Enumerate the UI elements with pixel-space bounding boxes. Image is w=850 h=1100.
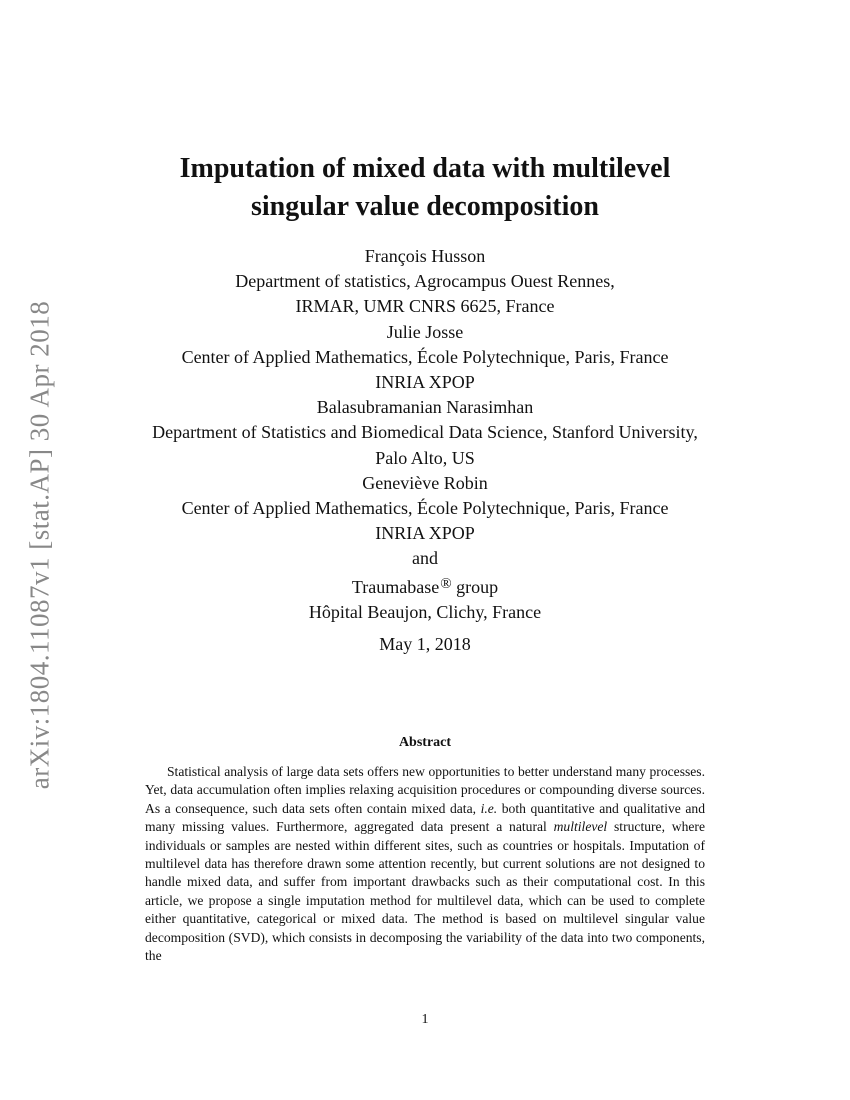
author-affiliation: Department of statistics, Agrocampus Ouest Rennes, (235, 271, 615, 292)
author-affiliation: Palo Alto, US (375, 447, 475, 468)
abstract-emphasis-multilevel: multilevel (553, 819, 608, 835)
author-block (0, 244, 850, 625)
author-name: Balasubramanian Narasimhan (316, 397, 534, 418)
abstract-body (145, 763, 705, 965)
group-name: Traumabase (351, 576, 440, 597)
abstract-heading: Abstract (398, 735, 452, 750)
registered-mark-icon: ® (440, 575, 452, 592)
author-affiliation: Department of Statistics and Biomedical Data Science, Stanford University, (152, 422, 698, 443)
paper-title (0, 150, 850, 226)
author-affiliation: Center of Applied Mathematics, École Polytechnique, Paris, France (181, 498, 669, 519)
paper-title-line-2: singular value decomposition (251, 191, 599, 222)
abstract-emphasis-ie: i.e. (480, 800, 498, 816)
publication-date: May 1, 2018 (379, 634, 471, 654)
author-name: Geneviève Robin (362, 472, 488, 493)
abstract-text: Statistical analysis of large data sets offers new opportunities to better understand many processes. Yet, data accumulation often implies relaxing acquisition procedures or compounding diverse sources. As a consequence, such data sets often contain mixed data, (145, 764, 705, 816)
paper-title-line-1: Imputation of mixed data with multilevel (179, 153, 671, 184)
author-name: Julie Josse (386, 321, 464, 342)
abstract-text: both quantitative and qualitative and many missing values. Furthermore, aggregated data present a natural (145, 800, 705, 835)
author-affiliation: INRIA XPOP (375, 523, 475, 544)
abstract-text: structure, where individuals or samples are nested within different sites, such as countries or hospitals. Imputation of multilevel data has therefore drawn some attention recently, but current solutions are not designed to handle mixed data, and suffer from important drawbacks such as their computational cost. In this article, we propose a single imputation method for multilevel data, which can be used to complete either quantitative, categorical or mixed data. The method is based on multilevel singular value decomposition (SVD), which consists in decomposing the variability of the data into two components, the (145, 819, 705, 964)
arxiv-identifier-stamp: arXiv:1804.11087v1 [stat.AP] 30 Apr 2018 (24, 300, 55, 790)
page-number: 1 (421, 1012, 429, 1027)
author-conjunction: and (412, 548, 438, 569)
author-affiliation: Center of Applied Mathematics, École Polytechnique, Paris, France (181, 346, 669, 367)
author-affiliation: INRIA XPOP (375, 372, 475, 393)
author-affiliation: Hôpital Beaujon, Clichy, France (308, 601, 542, 622)
author-group (0, 572, 850, 600)
author-affiliation: IRMAR, UMR CNRS 6625, France (295, 296, 555, 317)
group-suffix: group (451, 576, 499, 597)
author-name: François Husson (364, 246, 486, 266)
